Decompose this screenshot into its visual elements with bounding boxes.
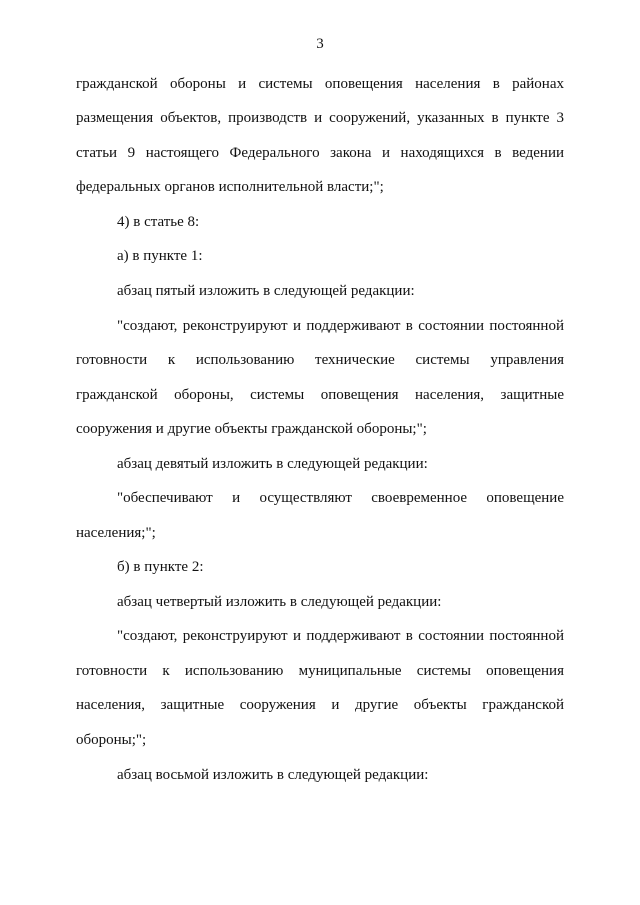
text-line: б) в пункте 2: [117,559,204,575]
page-number: 3 [316,36,324,52]
text-line: абзац восьмой изложить в следующей редакции: [117,767,429,783]
text-line: федеральных органов исполнительной власти;"; [76,179,384,195]
text-line: обороны;"; [76,732,147,748]
text-line: абзац четвертый изложить в следующей редакции: [117,594,442,610]
text-line: готовности к использованию технические системы управления [76,352,564,368]
text-line: "создают, реконструируют и поддерживают в состоянии постоянной [117,628,564,644]
text-line: населения;"; [76,525,156,541]
text-line: 4) в статье 8: [117,214,200,230]
text-line: размещения объектов, производств и сооружений, указанных в пункте 3 [76,110,564,126]
text-line: готовности к использованию муниципальные системы оповещения [76,663,564,679]
text-line: а) в пункте 1: [117,248,203,264]
text-line: "создают, реконструируют и поддерживают в состоянии постоянной [117,318,564,334]
text-line: сооружения и другие объекты гражданской обороны;"; [76,421,427,437]
text-line: статьи 9 настоящего Федерального закона и находящихся в ведении [76,145,564,161]
text-line: населения, защитные сооружения и другие объекты гражданской [76,697,564,713]
text-line: абзац девятый изложить в следующей редакции: [117,456,428,472]
text-line: гражданской обороны, системы оповещения населения, защитные [76,387,564,403]
text-line: гражданской обороны и системы оповещения населения в районах [76,76,564,92]
text-line: абзац пятый изложить в следующей редакции: [117,283,415,299]
text-line: "обеспечивают и осуществляют своевременное оповещение [117,490,564,506]
